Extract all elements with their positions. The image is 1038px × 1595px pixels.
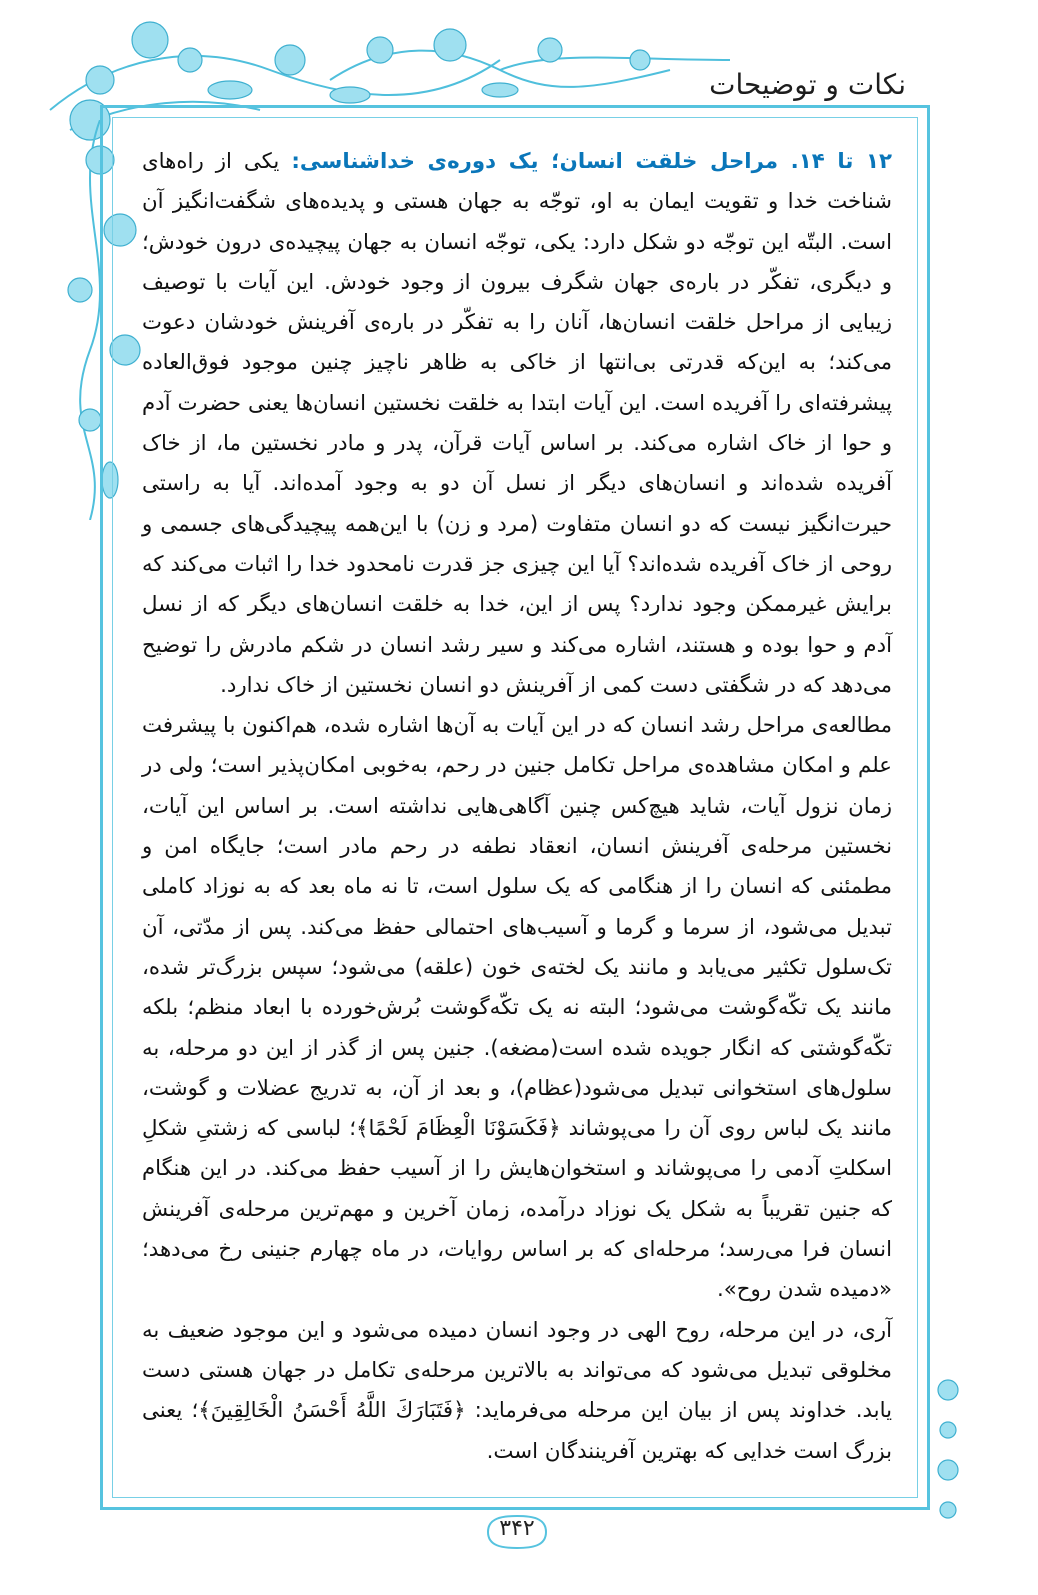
section-heading: ۱۲ تا ۱۴. مراحل خلقت انسان؛ یک دوره‌ی خداشناسی: [291,149,893,174]
paragraph-1-text: یکی از راه‌های شناخت خدا و تقویت ایمان به او، توجّه به جهان هستی و پدیده‌های شگفت‌انگیز آن است. البتّه این توجّه دو شکل دارد: یکی، توجّه انسان به جهان پیچیده‌ی درون خودش؛ و دیگری، تفکّر در باره‌ی جهان شگرف بیرون از وجود خودش. این آیات با توصیف زیبایی از مراحل خلقت انسان‌ها، آنان را به تفکّر در باره‌ی آفرینش خودشان دعوت می‌کند؛ به این‌که قدرتی بی‌انتها از خاکی به ظاهر ناچیز چنین موجود فوق‌العاده پیشرفته‌ای را آفریده است. این آیات ابتدا به خلقت نخستین انسان‌ها یعنی حضرت آدم و حوا از خاک اشاره می‌کند. بر اساس آیات قرآن، پدر و مادر نخستین ما، از خاک آفریده شده‌اند و انسان‌های دیگر از نسل آن دو به وجود آمده‌اند. آیا به راستی حیرت‌انگیز نیست که دو انسان متفاوت (مرد و زن) با این‌همه پیچیدگی‌های جسمی و روحی از خاک آفریده شده‌اند؟ آیا این چیزی جز قدرت نامحدود خدا را اثبات می‌کند که برایش غیرممکن وجود ندارد؟ پس از این، خدا به خلقت انسان‌های دیگر که از نسل آدم و حوا بوده و هستند، اشاره می‌کند و سیر رشد انسان در شکم مادرش را توضیح می‌دهد که در شگفتی دست کمی از آفرینش دو انسان نخستین از خاک ندارد. [142,149,892,698]
paragraph-3: آری، در این مرحله، روح الهی در وجود انسان دمیده می‌شود و این موجود ضعیف به مخلوقی تبدیل می‌شود که می‌تواند به بالاترین مرحله‌ی تکامل در جهان هستی دست یابد. خداوند پس از بیان این مرحله می‌فرماید: ﴿فَتَبَارَكَ اللَّهُ أَحْسَنُ الْخَالِقِينَ﴾؛ یعنی بزرگ است خدایی که بهترین آفرینندگان است. [142,1317,892,1464]
body-text [142,142,892,1472]
page-number: ۳۴۲ [499,1516,535,1541]
paragraph-2: مطالعه‌ی مراحل رشد انسان که در این آیات به آن‌ها اشاره شده، هم‌اکنون با پیشرفت علم و امکان مشاهده‌ی مراحل تکامل جنین در رحم، به‌خوبی امکان‌پذیر است؛ ولی در زمان نزول آیات، شاید هیچ‌کس چنین آگاهی‌هایی نداشته است. بر اساس این آیات، نخستین مرحله‌ی آفرینش انسان، انعقاد نطفه در رحم مادر است؛ جایگاه امن و مطمئنی که انسان را از هنگامی که یک سلول است، تا نه ماه بعد که به نوزاد کاملی تبدیل می‌شود، از سرما و گرما و آسیب‌های احتمالی حفظ می‌کند. پس از مدّتی، آن تک‌سلول تکثیر می‌یابد و مانند یک لخته‌ی خون (علقه) می‌شود؛ سپس بزرگ‌تر شده، مانند یک تکّه‌گوشت می‌شود؛ البته نه یک تکّه‌گوشت بُرش‌خورده با ابعاد منظم؛ بلکه تکّه‌گوشتی که انگار جویده شده است(مضغه). جنین پس از گذر از این دو مرحله، به سلول‌های استخوانی تبدیل می‌شود(عظام)، و بعد از آن، به تدریج عضلات و گوشت، مانند یک لباس روی آن را می‌پوشاند ﴿فَکَسَوْنَا الْعِظَامَ لَحْمًا﴾؛ لباسی که زشتیِ شکلِ اسکلتِ آدمی را می‌پوشاند و استخوان‌هایش را از آسیب حفظ می‌کند. در این هنگام که جنین تقریباً به شکل یک نوزاد درآمده، زمان آخرین و مهم‌ترین مرحله‌ی آفرینش انسان فرا می‌رسد؛ مرحله‌ای که بر اساس روایات، در ماه چهارم جنینی رخ می‌دهد؛ «دمیده شدن روح». [142,713,892,1303]
paragraph-1 [142,142,892,706]
ornament-bottom-right [928,1370,968,1530]
page-title: نکات و توضیحات [709,68,906,101]
